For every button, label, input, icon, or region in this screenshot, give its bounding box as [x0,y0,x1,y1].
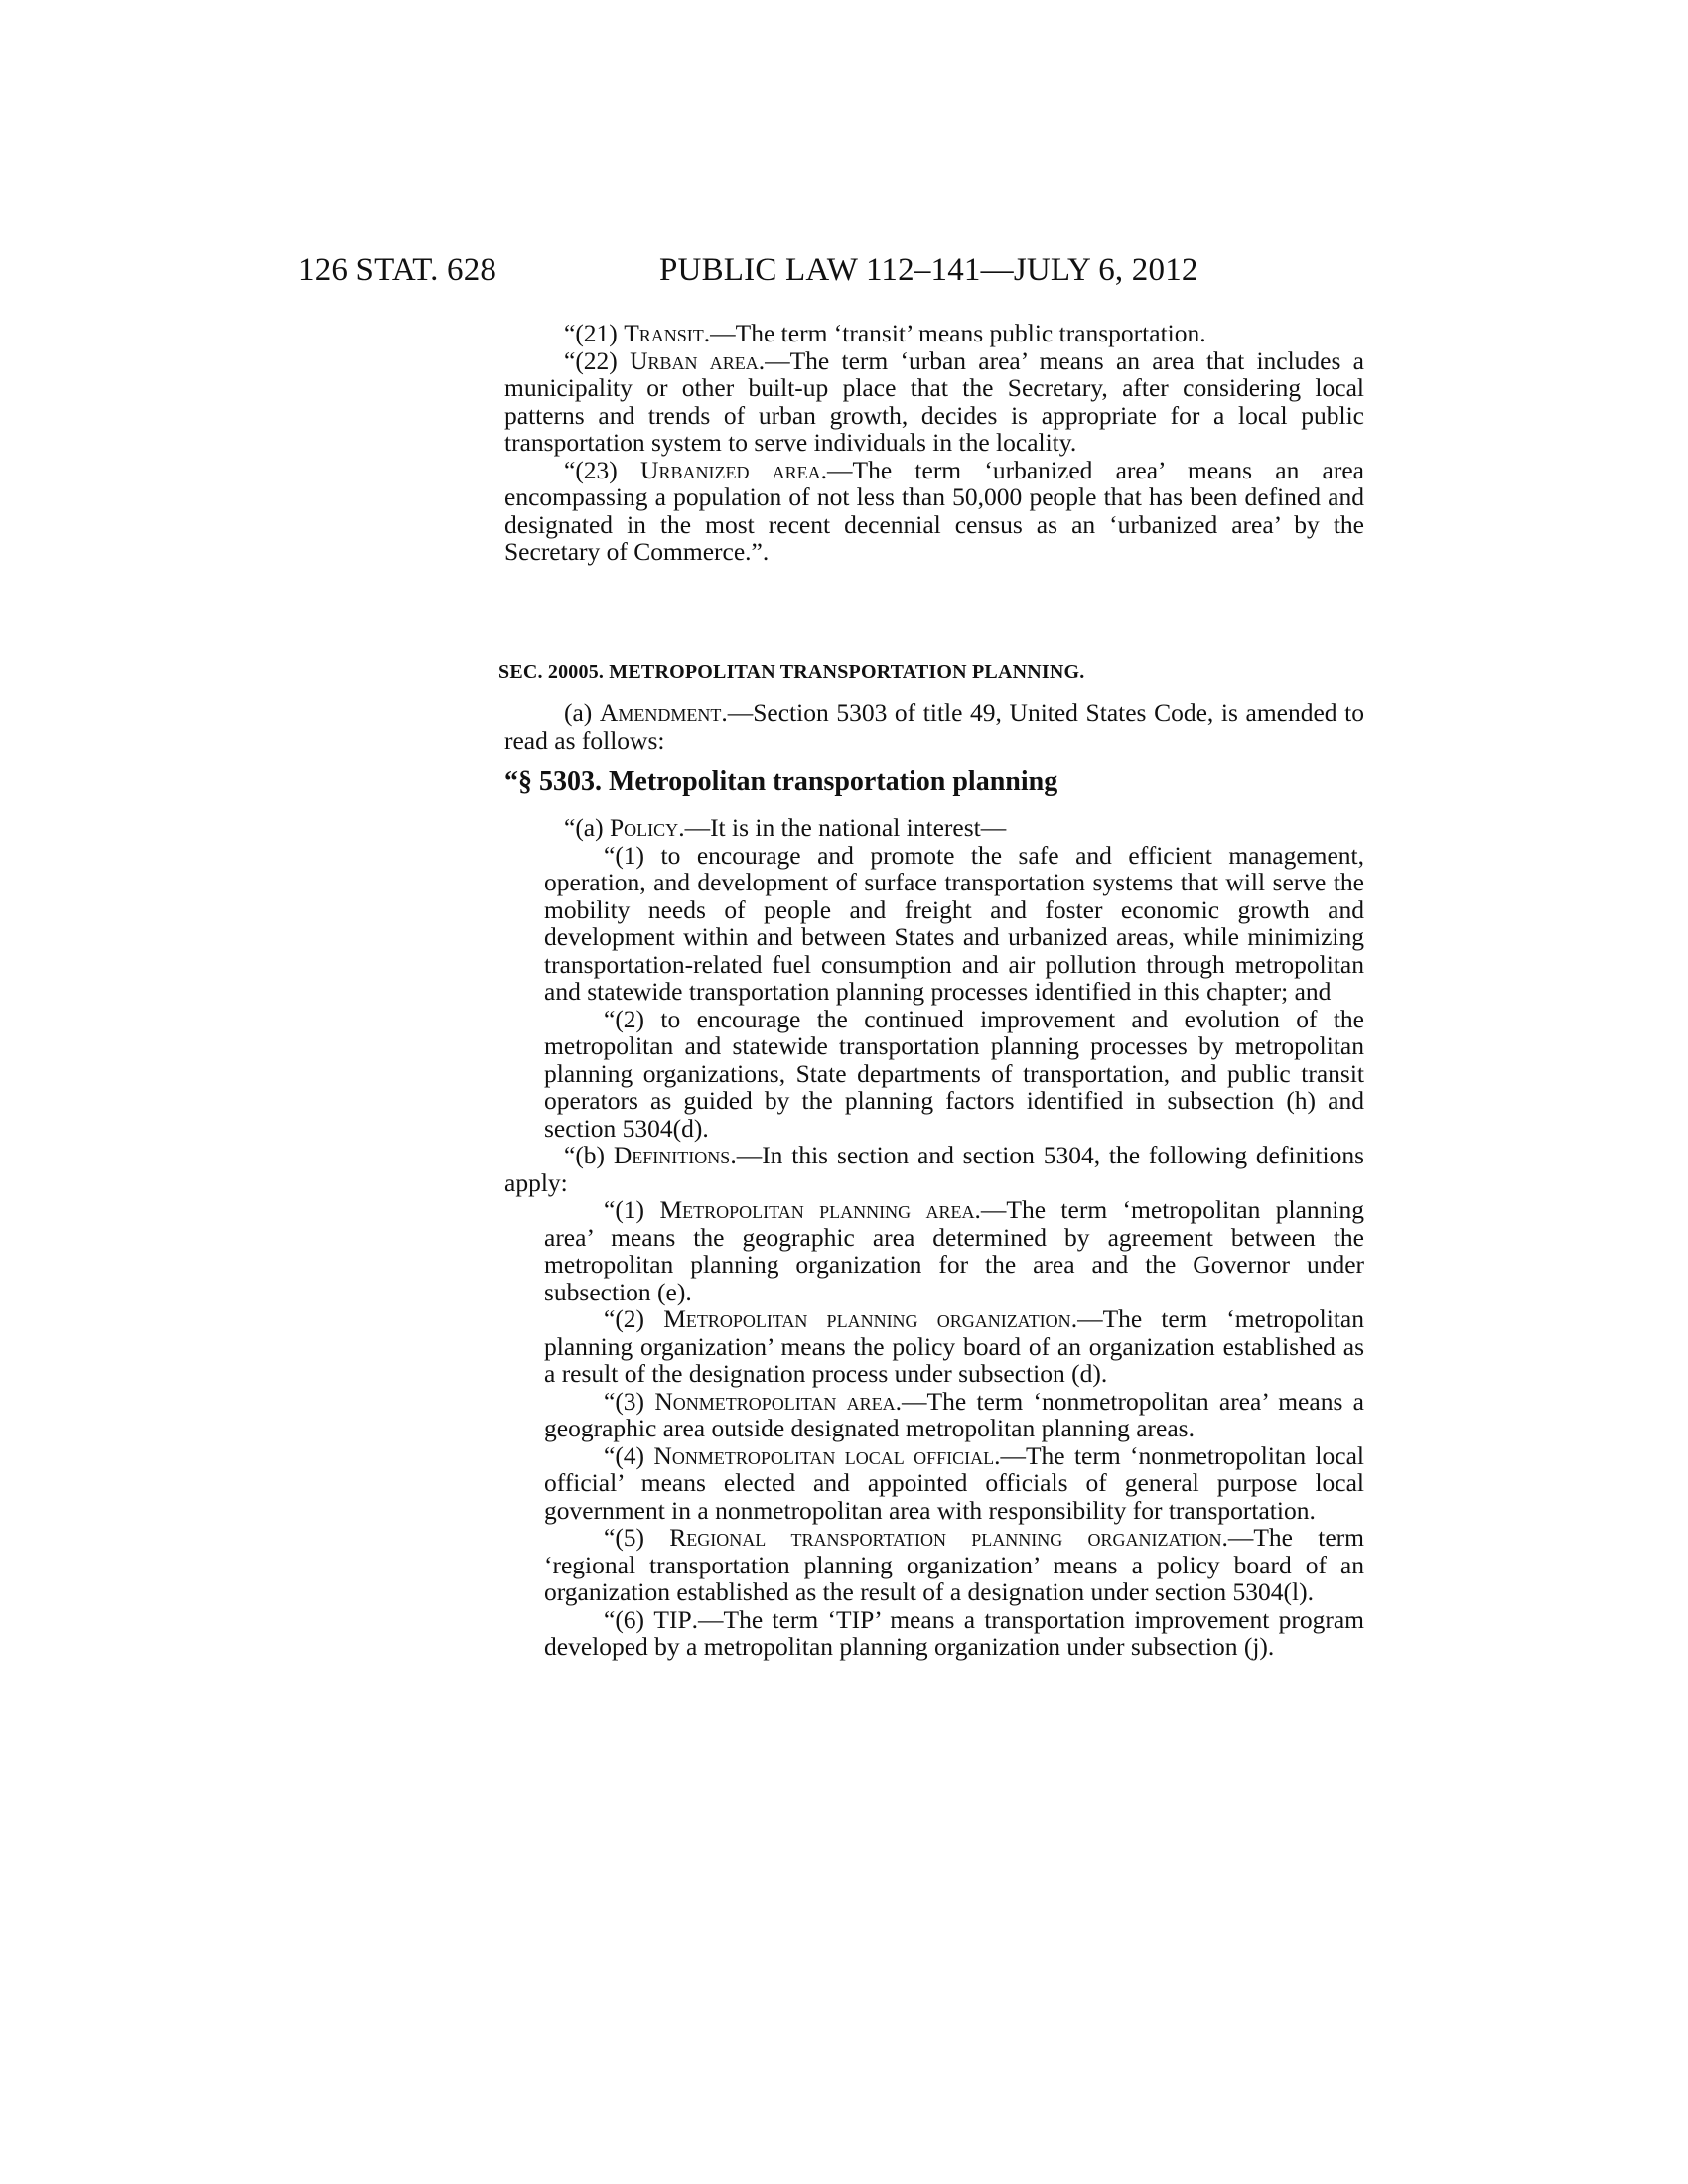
definition-paragraph [504,347,1364,457]
definitions-continued [504,320,1364,566]
definition-term: Transit [624,319,704,347]
definition-text: .—The term ‘regional transportation planning organization’ means a policy board of an organization established as the result of a designation under section 5304(l). [544,1523,1364,1606]
amendment-term: Amendment [599,698,722,727]
definition-item [504,1305,1364,1388]
definition-number: “(3) [604,1386,655,1416]
amendment-text: .—Section 5303 of title 49, United States Code, is amended to read as follows: [504,698,1364,754]
subsection-heading: “§ 5303. Metropolitan transportation planning [504,766,1058,797]
definition-number: “(22) [564,345,631,375]
definition-item [504,1388,1364,1442]
definition-paragraph [504,320,1364,347]
definition-number: “(5) [604,1523,670,1552]
definition-number: “(6) [604,1604,654,1634]
definition-term: Urbanized area [640,455,821,484]
section-5303-body [504,814,1364,1661]
definition-term: Metropolitan planning organization [663,1304,1071,1333]
definitions-paragraph [504,1142,1364,1196]
amendment-label: (a) [564,698,600,727]
definition-number: “(23) [564,455,641,484]
definition-item [504,1442,1364,1525]
policy-item: “(2) to encourage the continued improvement and evolution of the metropolitan and statewide transportation planning processes by metropolitan planning organizations, State departments of transportation, and public transit operators as guided by the planning factors identified in subsection (h) and section 5304(d). [544,1004,1364,1143]
definition-paragraph [504,457,1364,566]
amendment-paragraph [504,699,1364,753]
policy-label: “(a) [564,813,610,842]
definition-term: Urban area [630,345,759,375]
definition-term: Nonmetropolitan local official [653,1440,995,1470]
definition-item [504,1524,1364,1606]
definition-item [504,1196,1364,1305]
definition-text: .—The term ‘metropolitan planning organization’ means the policy board of an organization established as a result of the designation process under subsection (d). [544,1304,1365,1388]
definition-text: .—The term ‘metropolitan planning area’ means the geographic area determined by agreement between the metropolitan planning organization for the area and the Governor under subsection (e). [544,1195,1364,1306]
definition-number: “(1) [604,1195,660,1224]
definition-text: .—The term ‘nonmetropolitan local official’ means elected and appointed officials of general purpose local government in a nonmetropolitan area with responsibility for transportation. [544,1440,1364,1525]
definition-text: .—The term ‘TIP’ means a transportation improvement program developed by a metropolitan planning organization under subsection (j). [544,1604,1364,1661]
definition-term: Regional transportation planning organization [669,1523,1222,1552]
definition-number: “(4) [604,1440,654,1470]
page-stat-number: 126 STAT. 628 [298,252,497,288]
definition-text: .—The term ‘nonmetropolitan area’ means a geographic area outside designated metropolitan planning areas. [544,1386,1364,1442]
definition-term: Metropolitan planning area [659,1195,975,1224]
definition-text: .—The term ‘urbanized area’ means an area encompassing a population of not less than 50,000 people that has been defined and designated in the most recent decennial census as an ‘urbanized area’ by the Secretary of Commerce.”. [504,455,1364,566]
policy-item: “(1) to encourage and promote the safe and efficient management, operation, and development of surface transportation systems that will serve the mobility needs of people and freight and foster economic growth and development within and between States and urbanized areas, while minimizing transportation-related fuel consumption and air pollution through metropolitan and statewide transportation planning processes identified in this chapter; and [544,840,1364,1006]
policy-paragraph [504,814,1364,842]
definition-item [504,1606,1364,1661]
policy-text: .—It is in the national interest— [678,813,1007,842]
definition-term: Nonmetropolitan area [654,1386,896,1416]
section-heading: SEC. 20005. METROPOLITAN TRANSPORTATION PLANNING. [498,661,1085,683]
definition-number: “(21) [564,319,625,347]
definition-term: TIP [653,1604,692,1634]
definition-text: .—The term ‘transit’ means public transportation. [703,319,1206,347]
definition-number: “(2) [604,1304,664,1333]
definition-text: .—The term ‘urban area’ means an area that includes a municipality or other built-up place that the Secretary, after considering local patterns and trends of urban growth, decides is appropriate for a local public transportation system to serve individuals in the locality. [504,345,1364,457]
definitions-text: .—In this section and section 5304, the following definitions apply: [504,1141,1364,1197]
definitions-term: Definitions [613,1141,731,1169]
policy-term: Policy [610,813,679,842]
definitions-label: “(b) [564,1141,614,1169]
page-running-head: PUBLIC LAW 112–141—JULY 6, 2012 [659,252,1198,288]
